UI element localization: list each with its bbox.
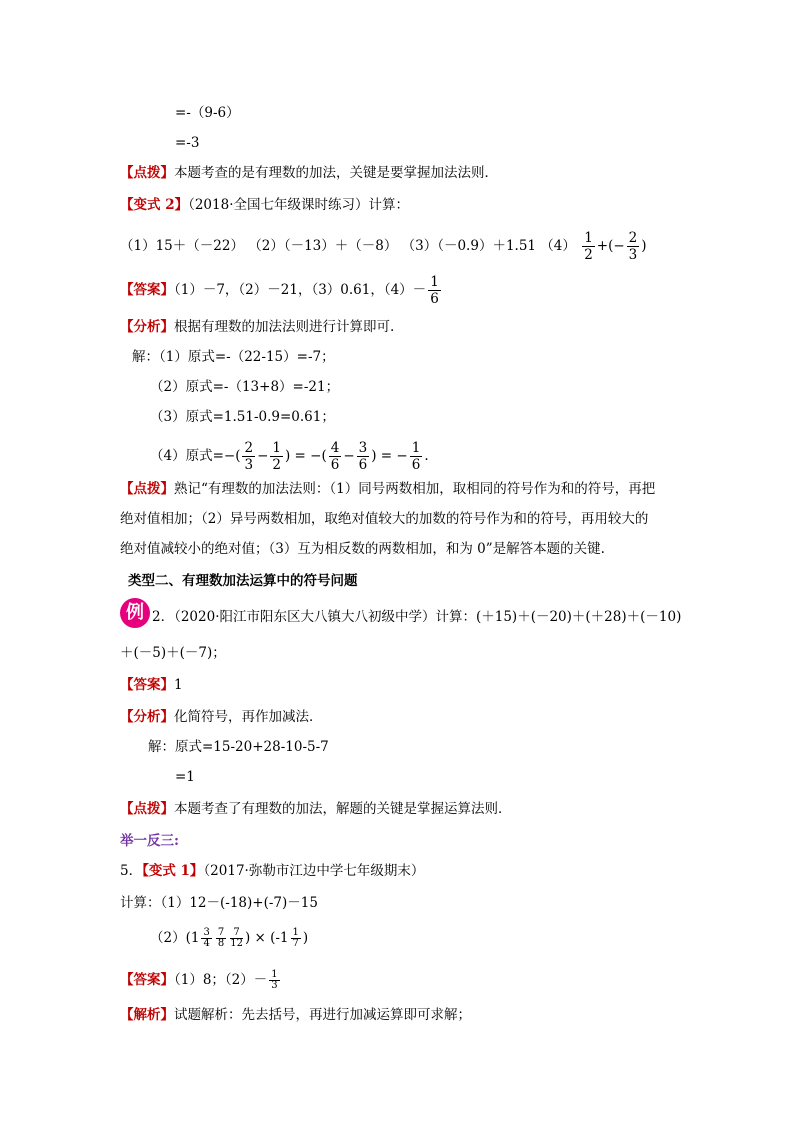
analysis-text: 根据有理数的加法法则进行计算即可. <box>174 319 395 335</box>
variant-source: （2017·弥勒市江边中学七年级期末） <box>203 863 425 879</box>
denominator: 2 <box>584 247 593 263</box>
fraction <box>291 928 301 949</box>
expression-text: （2）( <box>150 930 191 946</box>
answer-paragraph <box>120 274 443 307</box>
numerator: 3 <box>358 440 368 456</box>
tip-text: 绝对值减较小的绝对值；（3）互为相反数的两数相加，和为 0”是解答本题的关键. <box>120 541 605 557</box>
denominator: 6 <box>330 457 340 473</box>
fraction <box>269 970 279 991</box>
variant-heading <box>120 862 424 880</box>
analysis-paragraph <box>120 318 394 336</box>
fraction <box>242 440 255 473</box>
answer-text: （1）8；（2）－ <box>174 972 268 988</box>
tip-text: 本题考查了有理数的加法，解题的关键是掌握运算法则． <box>174 801 512 817</box>
question-number: 5． <box>120 863 143 879</box>
answer-paragraph <box>120 676 183 694</box>
section-title: 类型二、有理数加法运算中的符号问题 <box>128 573 358 589</box>
calc-line: =-（9-6） <box>175 105 240 121</box>
numerator: 3 <box>203 927 210 938</box>
numerator: 1 <box>272 440 281 456</box>
denominator: 8 <box>217 938 225 949</box>
expression-text: （4）原式=−( <box>150 448 241 464</box>
operator: ) <box>641 238 647 254</box>
fraction <box>428 274 441 307</box>
solution-line: （3）原式=1.51-0.9=0.61； <box>150 409 335 425</box>
fraction <box>357 440 370 473</box>
answer-paragraph <box>120 970 282 991</box>
calc-line <box>150 928 308 949</box>
fraction <box>329 440 342 473</box>
numerator: 1 <box>292 927 299 938</box>
answer-text: 1 <box>174 677 183 693</box>
variant-heading <box>120 196 409 214</box>
tip-tag: 【点拨】 <box>120 801 174 817</box>
denominator: 3 <box>244 457 254 473</box>
fraction <box>216 928 226 949</box>
tip-text: 本题考查的是有理数的加法，关键是要掌握加法法则． <box>174 165 498 181</box>
answer-tag: 【答案】 <box>120 972 174 988</box>
numerator: 7 <box>230 928 243 939</box>
fraction <box>627 230 640 263</box>
fraction <box>582 230 595 263</box>
variant-tag: 【变式 1】 <box>142 863 204 879</box>
numerator: 1 <box>411 440 421 456</box>
answer-text: （1）－7，（2）－21，（3）0.61，（4）－ <box>174 282 427 298</box>
operator: ) = −( <box>284 448 327 464</box>
denominator: 4 <box>203 938 210 949</box>
fraction <box>201 928 211 949</box>
operator: . <box>424 448 429 464</box>
solution-line: 解：原式=15-20+28-10-5-7 <box>148 739 329 755</box>
denominator: 6 <box>430 291 439 307</box>
denominator: 6 <box>358 457 368 473</box>
denominator: 6 <box>411 457 421 473</box>
fraction <box>230 928 243 949</box>
denominator: 3 <box>271 980 278 991</box>
whole-number: 1 <box>190 930 200 946</box>
example-badge: 例 <box>120 598 150 628</box>
variant-source: （2018·全国七年级课时练习）计算： <box>188 197 409 213</box>
analysis-text: 化简符号，再作加减法． <box>174 709 323 725</box>
operator: +(− <box>596 238 625 254</box>
analysis-paragraph <box>120 708 323 726</box>
operator: ) × (-1 <box>244 930 289 946</box>
operator: ) <box>302 930 309 946</box>
tip-paragraph <box>120 800 512 818</box>
tip-paragraph <box>120 480 655 498</box>
example-text: ＋(－5)＋(－7)； <box>120 645 226 661</box>
tip-tag: 【点拨】 <box>120 165 174 181</box>
solution-line: （2）原式=-（13+8）=-21； <box>150 379 340 395</box>
answer-tag: 【答案】 <box>120 677 174 693</box>
answer-tag: 【答案】 <box>120 282 174 298</box>
denominator: 7 <box>292 938 299 949</box>
solution-line <box>150 440 429 473</box>
calc-line: =-3 <box>175 135 200 151</box>
fraction <box>410 440 423 473</box>
fraction <box>270 440 283 473</box>
explanation-text: 试题解析：先去括号，再进行加减运算即可求解； <box>174 1007 471 1023</box>
explanation-tag: 【解析】 <box>120 1007 174 1023</box>
solution-line: 解：（1）原式=-（22-15）=-7； <box>132 349 335 365</box>
numerator: 4 <box>330 440 340 456</box>
tip-text: 熟记“有理数的加法法则：（1）同号两数相加，取相同的符号作为和的符号，再把 <box>174 481 656 497</box>
practice-heading: 举一反三: <box>120 833 179 849</box>
calc-line: 计算：（1）12－(-18)+(-7)－15 <box>120 895 318 911</box>
tip-paragraph <box>120 164 498 182</box>
numerator: 1 <box>271 969 278 980</box>
example-text: 2．（2020·阳江市阳东区大八镇大八初级中学）计算：(＋15)＋(－20)＋(＋28)＋(－10) <box>152 609 682 625</box>
numerator: 1 <box>584 230 593 246</box>
denominator: 3 <box>628 247 638 263</box>
denominator: 12 <box>230 938 243 949</box>
denominator: 2 <box>272 457 281 473</box>
solution-line: =1 <box>175 769 195 785</box>
tip-text: 绝对值相加；（2）异号两数相加，取绝对值较大的加数的符号作为和的符号，再用较大的 <box>120 511 649 527</box>
tip-tag: 【点拨】 <box>120 481 174 497</box>
numerator: 2 <box>628 230 638 246</box>
question-items <box>120 230 647 263</box>
operator: ) = − <box>371 448 408 464</box>
numerator: 1 <box>430 274 439 290</box>
operator: − <box>257 448 269 464</box>
analysis-tag: 【分析】 <box>120 709 174 725</box>
analysis-tag: 【分析】 <box>120 319 174 335</box>
variant-tag: 【变式 2】 <box>120 197 189 213</box>
explanation-paragraph <box>120 1006 471 1024</box>
question-text: （1）15＋（－22） （2）（－13）＋（－8） （3）（－0.9）＋1.51 （4） <box>120 238 576 254</box>
numerator: 7 <box>217 927 225 938</box>
numerator: 2 <box>244 440 254 456</box>
operator: − <box>343 448 355 464</box>
